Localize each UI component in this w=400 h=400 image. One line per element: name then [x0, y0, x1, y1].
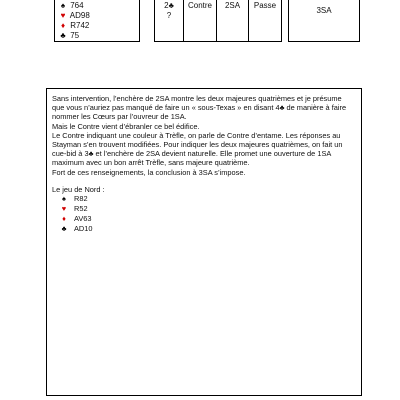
hand-hearts-line — [58, 11, 90, 21]
north-hearts-line — [52, 204, 355, 214]
hand-spades-cards: 764 — [70, 1, 84, 10]
commentary-paragraph: Fort de ces renseignements, la conclusion à 3SA s’impose. — [52, 167, 246, 177]
bid-cell: 2♣ — [164, 1, 174, 10]
hand-hearts-cards: AD98 — [69, 11, 90, 20]
bidding-column-north — [184, 0, 217, 41]
bid-cell: Passe — [253, 1, 277, 10]
north-spades-line — [52, 194, 355, 204]
north-clubs-line — [52, 224, 355, 234]
hand-spades-line — [58, 1, 84, 11]
commentary-paragraph: Le Contre indiquant une couleur à Trèfle, on parle de Contre d’entame. Les réponses au Stayman s’en trouvent modifiées. Pour indiquer les deux majeures quatrièmes, on fait un cue-bid à 3♣ et l’enchère de 2SA devient naturelle. Elle promet une ouverture de 1SA maximum avec un bon arrêt Trèfle, sans majeure quatrième. — [52, 130, 343, 168]
north-hand-title: Le jeu de Nord : — [52, 184, 105, 194]
bid-cell: ? — [166, 11, 172, 20]
heart-icon: ♥ — [61, 204, 67, 214]
bidding-column-south — [249, 0, 281, 41]
hand-diagram — [54, 0, 140, 42]
diamond-icon: ♦ — [60, 21, 66, 30]
heart-icon: ♥ — [60, 11, 66, 20]
commentary-paragraph: Mais le Contre vient d’ébranler ce bel édifice. — [52, 121, 200, 131]
bid-cell: 2SA — [224, 1, 241, 10]
result-box — [288, 0, 360, 42]
north-spades-cards: R82 — [74, 194, 88, 204]
spade-icon: ♠ — [60, 1, 66, 10]
north-hearts-cards: R52 — [74, 204, 88, 214]
club-icon: ♣ — [60, 31, 66, 40]
hand-clubs-cards: 75 — [70, 31, 80, 40]
north-diamonds-cards: AV63 — [74, 214, 92, 224]
bidding-column-east — [217, 0, 249, 41]
hand-diamonds-line — [58, 21, 89, 31]
hand-clubs-line — [58, 31, 79, 41]
diamond-icon: ♦ — [62, 214, 66, 224]
commentary-paragraph: Sans intervention, l’enchère de 2SA montre les deux majeures quatrièmes et je présume que vous n’auriez pas manqué de faire un « sous-Texas » en disant 4♣ de manière à faire nommer les Cœurs par l’ouvreur de 1SA. — [52, 94, 347, 122]
final-contract: 3SA — [316, 6, 332, 15]
bidding-table — [154, 0, 282, 42]
commentary-box — [46, 88, 362, 396]
spade-icon: ♠ — [62, 194, 66, 204]
bid-cell: Contre — [187, 1, 212, 10]
bidding-column-west — [155, 0, 184, 41]
north-clubs-cards: AD10 — [74, 224, 93, 234]
commentary-text — [52, 94, 355, 234]
club-icon: ♣ — [61, 224, 67, 234]
north-diamonds-line — [52, 214, 355, 224]
hand-diamonds-cards: R742 — [70, 21, 90, 30]
